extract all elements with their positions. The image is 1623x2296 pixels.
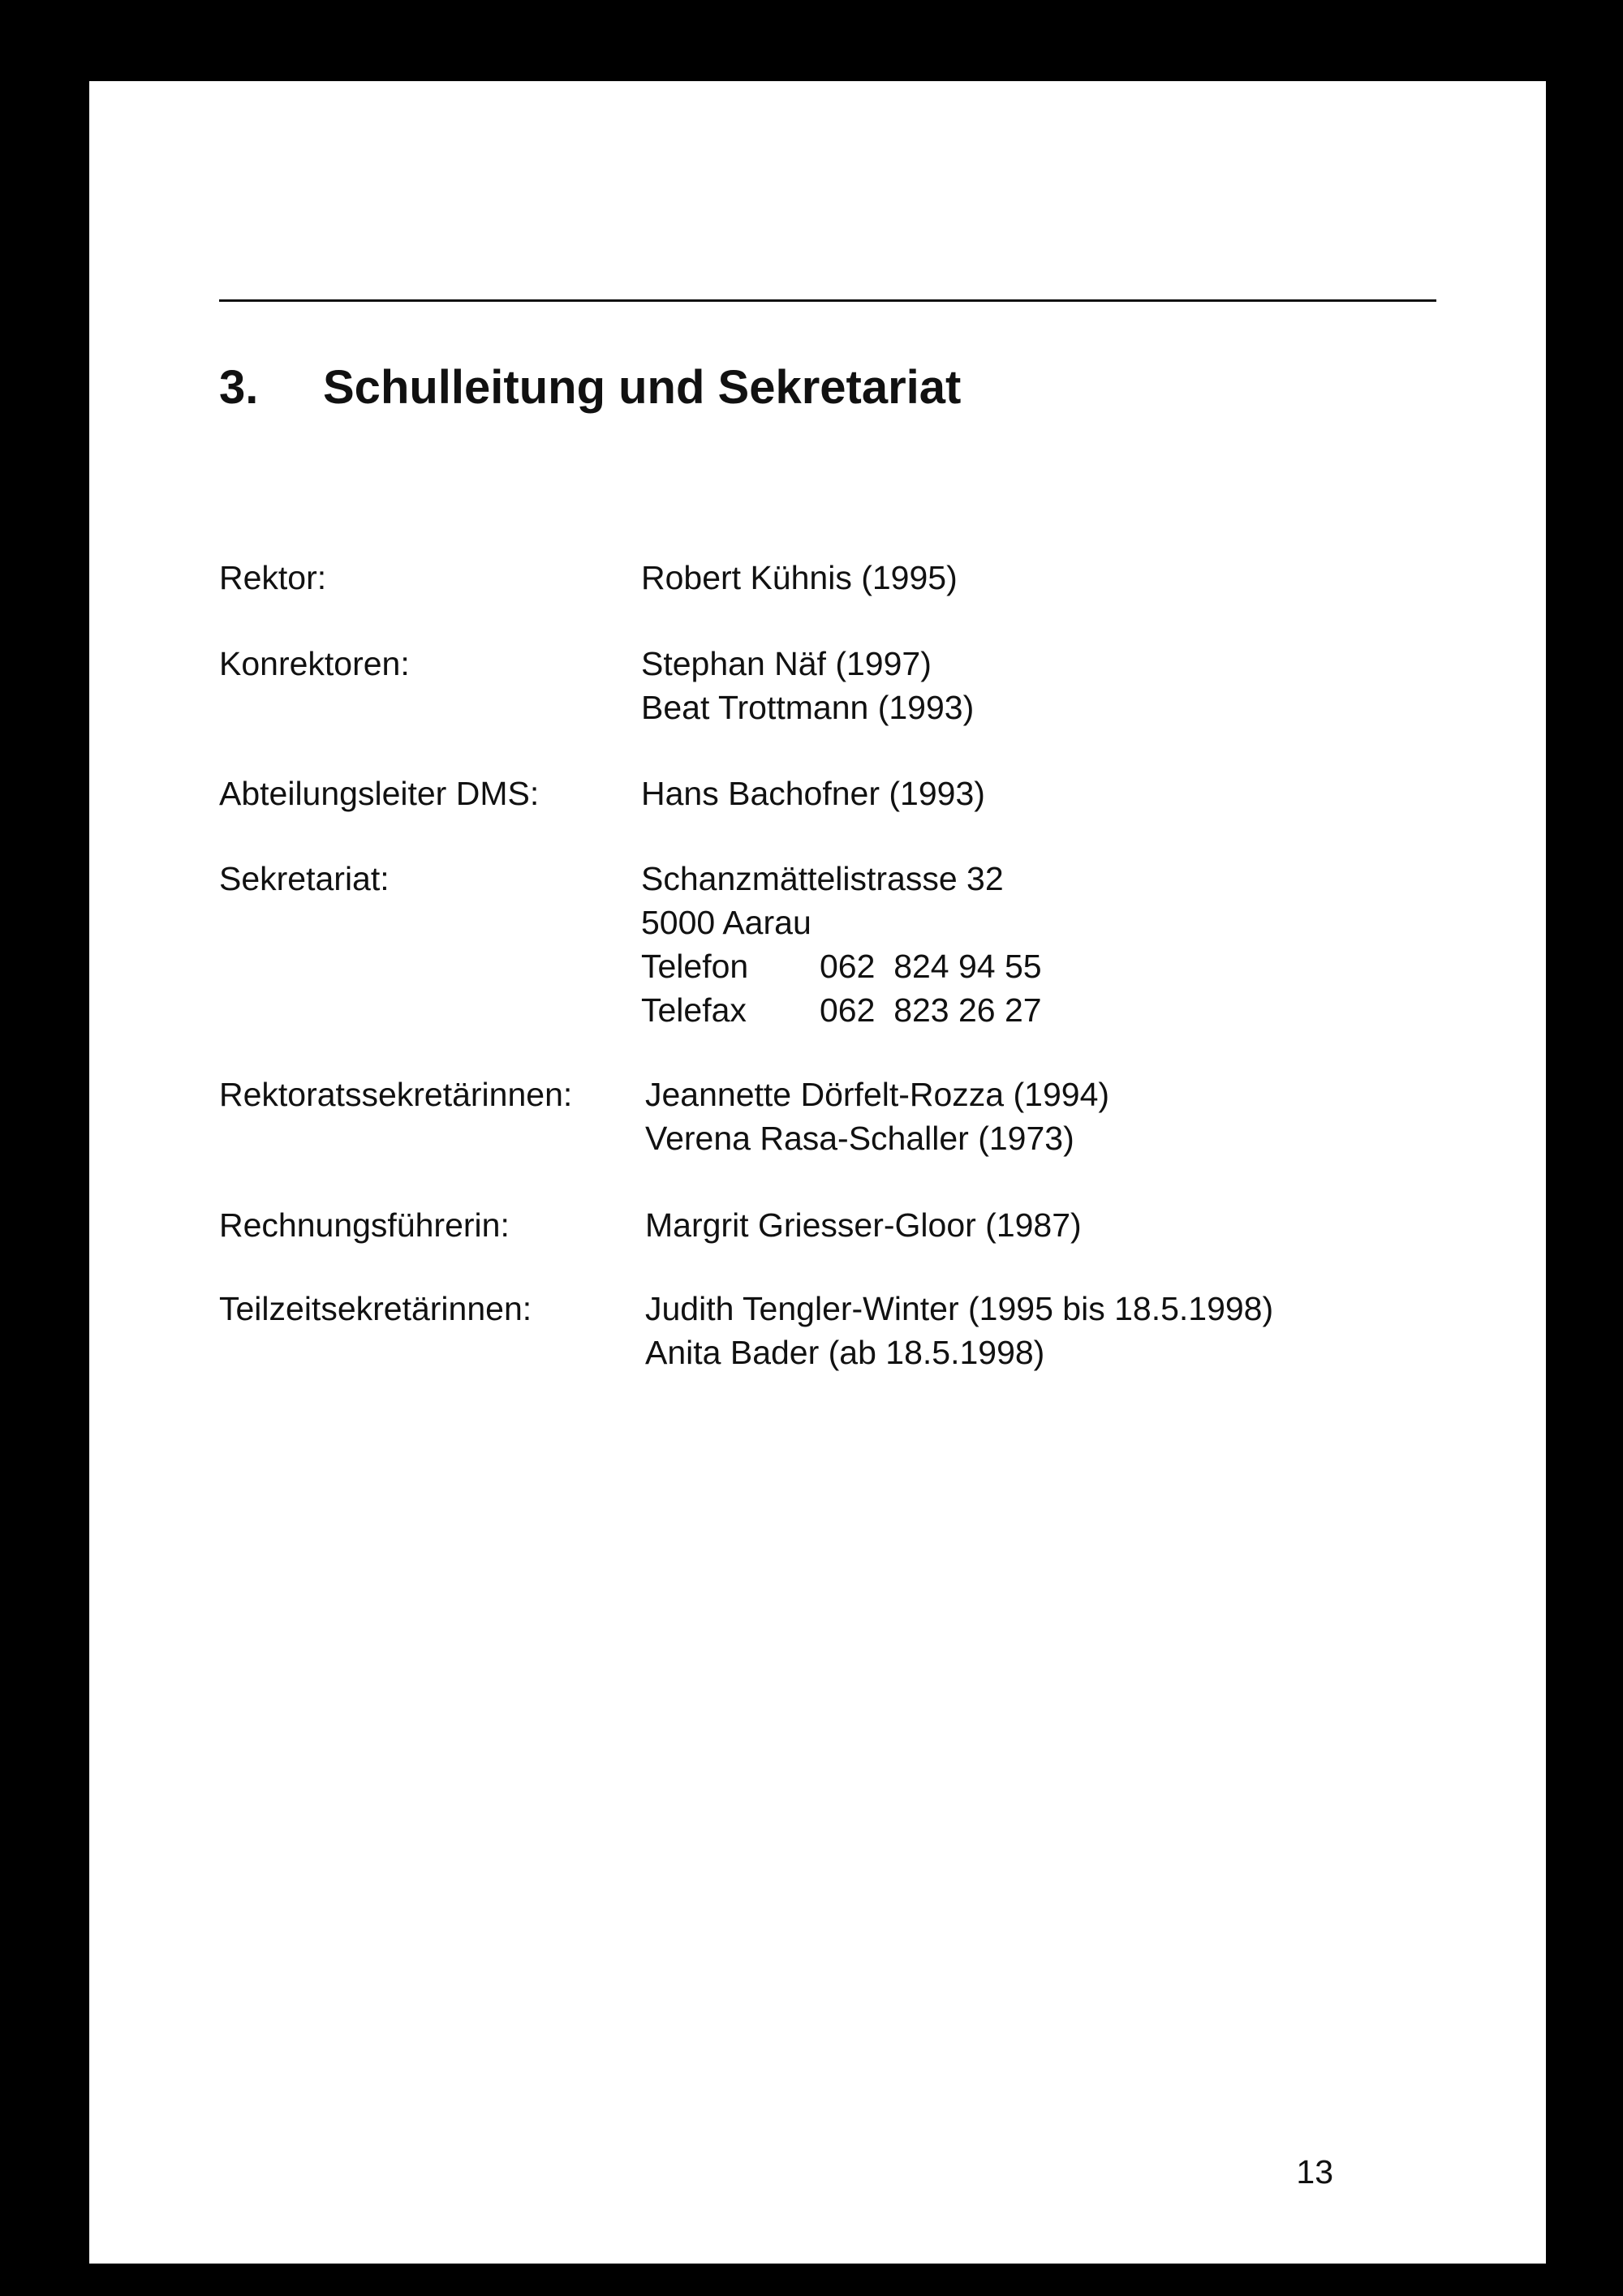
entry-values — [645, 1203, 1082, 1247]
entry-values — [641, 772, 985, 815]
entry-value: Judith Tengler-Winter (1995 bis 18.5.1998) — [645, 1290, 1274, 1327]
section-title: Schulleitung und Sekretariat — [323, 361, 962, 414]
section-number: 3. — [219, 361, 259, 414]
entry-label: Sekretariat: — [219, 860, 390, 897]
entry-values — [645, 1287, 1273, 1374]
entry-value: Stephan Näf (1997) — [641, 645, 932, 682]
document-page — [89, 81, 1546, 2264]
contact-kind: Telefon — [641, 948, 749, 985]
contact-telefax — [641, 988, 1042, 1032]
address-street: Schanzmättelistrasse 32 — [641, 860, 1004, 897]
contact-kind: Telefax — [641, 991, 747, 1029]
entry-value: Beat Trottmann (1993) — [641, 689, 975, 726]
entry-value: Robert Kühnis (1995) — [641, 559, 958, 596]
section-heading — [219, 357, 961, 419]
contact-number: 062 823 26 27 — [820, 991, 1042, 1029]
entry-label: Konrektoren: — [219, 645, 410, 682]
entry-values — [641, 857, 1042, 1032]
section-divider — [219, 299, 1436, 302]
entry-values — [645, 1073, 1109, 1160]
entry-label: Abteilungsleiter DMS: — [219, 775, 540, 812]
entry-label: Rektoratssekretärinnen: — [219, 1076, 573, 1113]
entry-value: Margrit Griesser-Gloor (1987) — [645, 1206, 1082, 1244]
address-city: 5000 Aarau — [641, 904, 812, 941]
entry-value: Verena Rasa-Schaller (1973) — [645, 1120, 1074, 1157]
entry-values — [641, 642, 974, 729]
entry-label: Rechnungsführerin: — [219, 1206, 510, 1244]
contact-number: 062 824 94 55 — [820, 948, 1042, 985]
entry-value: Jeannette Dörfelt-Rozza (1994) — [645, 1076, 1110, 1113]
page-number: 13 — [1296, 2153, 1333, 2191]
entry-label: Teilzeitsekretärinnen: — [219, 1290, 532, 1327]
entry-label: Rektor: — [219, 559, 327, 596]
entry-values — [641, 556, 958, 600]
contact-telefon — [641, 944, 1042, 988]
entry-value: Anita Bader (ab 18.5.1998) — [645, 1334, 1045, 1371]
entry-value: Hans Bachofner (1993) — [641, 775, 985, 812]
